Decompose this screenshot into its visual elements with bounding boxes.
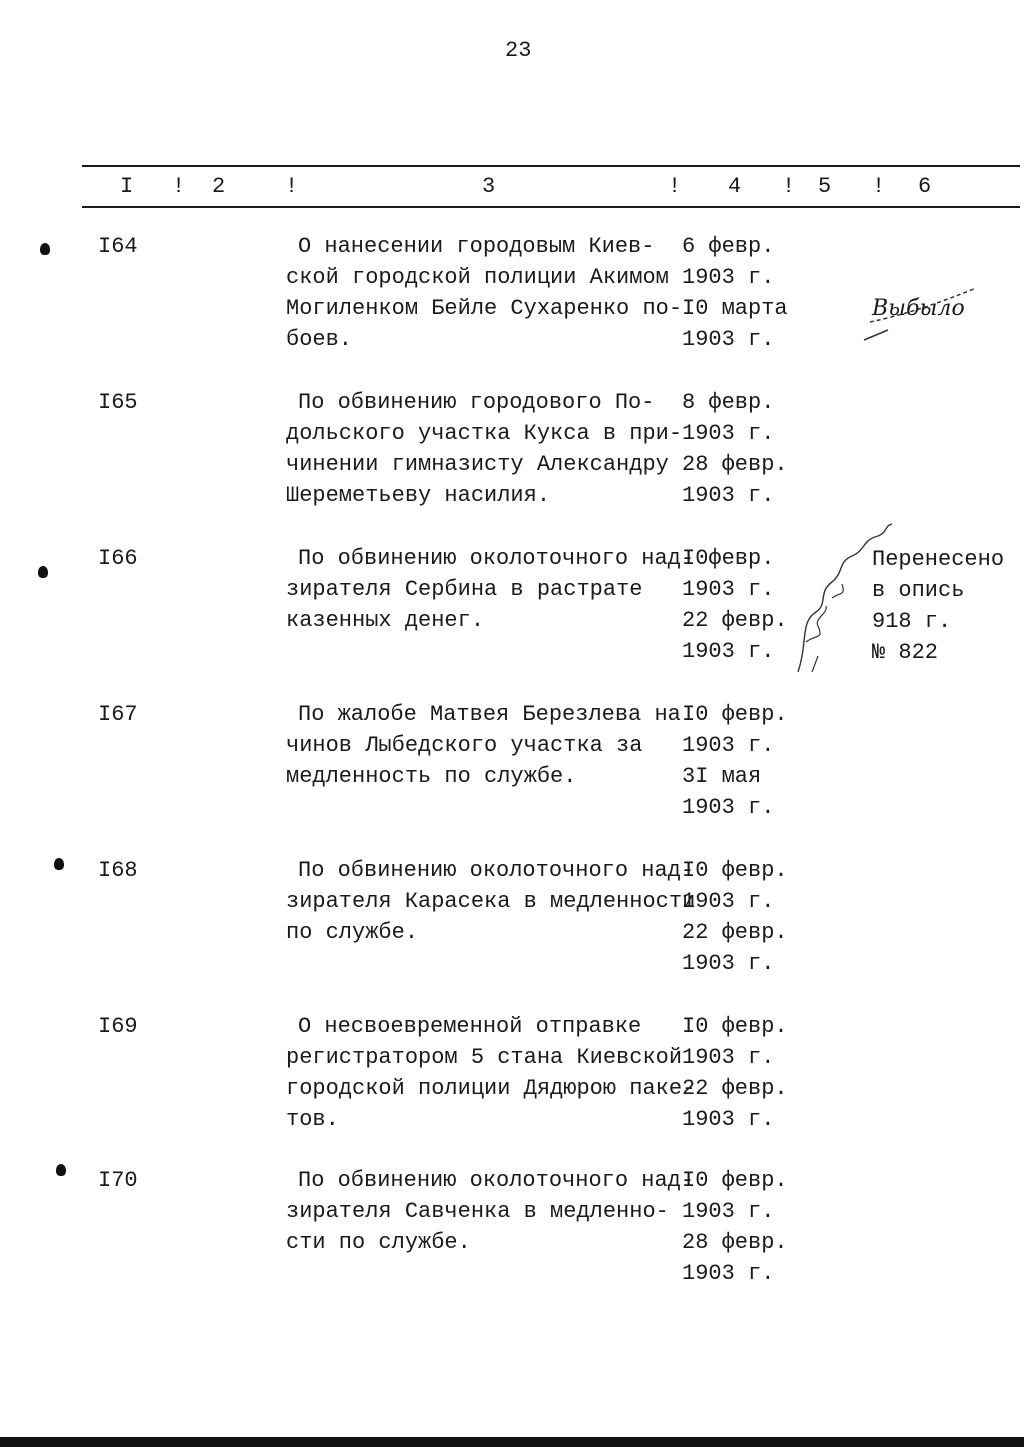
entry-date-line: I0 февр. xyxy=(682,702,788,727)
entry-description-line: Шереметьеву насилия. xyxy=(286,483,551,508)
entry-date-line: 1903 г. xyxy=(682,795,775,820)
entry-note-line: 918 г. xyxy=(872,609,952,634)
entry-date-line: 1903 г. xyxy=(682,1107,775,1132)
entry-number: I66 xyxy=(98,546,138,571)
entry-date-line: I0 февр. xyxy=(682,1014,788,1039)
entry-number: I67 xyxy=(98,702,138,727)
entry-description-line: медленность по службе. xyxy=(286,764,577,789)
entry-date-line: 1903 г. xyxy=(682,421,775,446)
entry-description-line: чинов Лыбедского участка за xyxy=(286,733,643,758)
entry-date-line: 1903 г. xyxy=(682,1045,775,1070)
punch-hole-mark xyxy=(38,566,48,578)
entry-date-line: I0 февр. xyxy=(682,858,788,883)
entry-description-line: По обвинению околоточного над- xyxy=(298,546,695,571)
col-header-5: 5 xyxy=(818,174,832,199)
col-header-sep: ! xyxy=(172,174,186,199)
col-header-1: I xyxy=(120,174,134,199)
entry-date-line: I0 марта xyxy=(682,296,788,321)
col-header-sep: ! xyxy=(782,174,796,199)
entry-date-line: I0февр. xyxy=(682,546,775,571)
entry-number: I69 xyxy=(98,1014,138,1039)
col-header-sep: ! xyxy=(872,174,886,199)
col-header-3: 3 xyxy=(482,174,496,199)
entry-description-line: по службе. xyxy=(286,920,419,945)
punch-hole-mark xyxy=(56,1164,66,1176)
entry-description-line: О несвоевременной отправке xyxy=(298,1014,642,1039)
col-header-4: 4 xyxy=(728,174,742,199)
entry-description-line: тов. xyxy=(286,1107,339,1132)
entry-description-line: О нанесении городовым Киев- xyxy=(298,234,655,259)
entry-description-line: зирателя Сербина в растрате xyxy=(286,577,643,602)
entry-date-line: 8 февр. xyxy=(682,390,775,415)
entry-date-line: 1903 г. xyxy=(682,951,775,976)
handwritten-stroke-icon xyxy=(858,282,984,346)
scan-bottom-edge xyxy=(0,1437,1024,1447)
entry-number: I70 xyxy=(98,1168,138,1193)
entry-date-line: 3I мая xyxy=(682,764,762,789)
entry-date-line: 6 февр. xyxy=(682,234,775,259)
entry-date-line: 1903 г. xyxy=(682,483,775,508)
col-header-sep: ! xyxy=(285,174,299,199)
entry-description-line: зирателя Савченка в медленно- xyxy=(286,1199,669,1224)
entry-description-line: Могиленком Бейле Сухаренко по- xyxy=(286,296,683,321)
entry-description-line: боев. xyxy=(286,327,353,352)
entry-note-line: в опись xyxy=(872,578,965,603)
entry-note-line: Перенесено xyxy=(872,547,1005,572)
entry-number: I64 xyxy=(98,234,138,259)
entry-description-line: регистратором 5 стана Киевской xyxy=(286,1045,683,1070)
entry-number: I68 xyxy=(98,858,138,883)
entry-description-line: зирателя Карасека в медленности xyxy=(286,889,696,914)
entry-description-line: дольского участка Кукса в при- xyxy=(286,421,683,446)
entry-description-line: городской полиции Дядюрою паке- xyxy=(286,1076,696,1101)
entry-date-line: 1903 г. xyxy=(682,1199,775,1224)
entry-description-line: сти по службе. xyxy=(286,1230,471,1255)
entry-description-line: По обвинению околоточного над- xyxy=(298,1168,695,1193)
page-number: 23 xyxy=(505,38,532,63)
entry-description-line: казенных денег. xyxy=(286,608,485,633)
col-header-6: 6 xyxy=(918,174,932,199)
entry-date-line: 1903 г. xyxy=(682,639,775,664)
col-header-2: 2 xyxy=(212,174,226,199)
punch-hole-mark xyxy=(54,858,64,870)
entry-description-line: По обвинению околоточного над- xyxy=(298,858,695,883)
entry-date-line: 1903 г. xyxy=(682,327,775,352)
entry-date-line: 22 февр. xyxy=(682,1076,788,1101)
entry-date-line: I0 февр. xyxy=(682,1168,788,1193)
header-rule-bottom xyxy=(82,206,1020,208)
entry-note-line: Выбыло xyxy=(872,296,965,321)
entry-date-line: 1903 г. xyxy=(682,1261,775,1286)
entry-date-line: 1903 г. xyxy=(682,265,775,290)
header-rule-top xyxy=(82,165,1020,167)
entry-description-line: По обвинению городового По- xyxy=(298,390,655,415)
entry-description-line: ской городской полиции Акимом xyxy=(286,265,669,290)
entry-number: I65 xyxy=(98,390,138,415)
entry-description-line: чинении гимназисту Александру xyxy=(286,452,669,477)
entry-date-line: 1903 г. xyxy=(682,733,775,758)
col-header-sep: ! xyxy=(668,174,682,199)
entry-date-line: 1903 г. xyxy=(682,889,775,914)
entry-date-line: 28 февр. xyxy=(682,1230,788,1255)
entry-date-line: 1903 г. xyxy=(682,577,775,602)
entry-date-line: 28 февр. xyxy=(682,452,788,477)
punch-hole-mark xyxy=(40,243,50,255)
entry-note-line: № 822 xyxy=(872,640,939,665)
entry-date-line: 22 февр. xyxy=(682,608,788,633)
entry-date-line: 22 февр. xyxy=(682,920,788,945)
entry-description-line: По жалобе Матвея Березлева на xyxy=(298,702,681,727)
